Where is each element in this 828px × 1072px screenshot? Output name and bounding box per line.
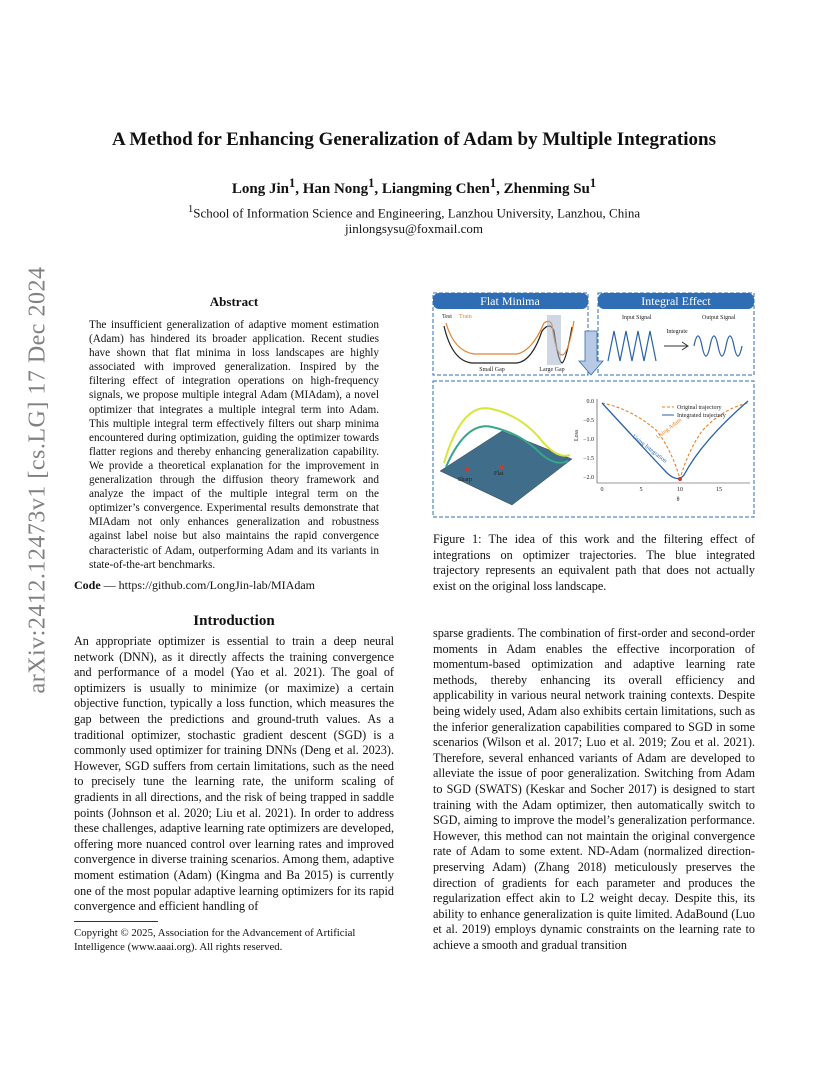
integral-effect-title: Integral Effect bbox=[641, 294, 711, 308]
theta-axis-label: θ bbox=[676, 497, 680, 503]
arxiv-identifier: arXiv:2412.12473v1 [cs.LG] 17 Dec 2024 bbox=[24, 266, 51, 694]
small-gap-label: Small Gap bbox=[479, 367, 505, 373]
author-name: Long Jin bbox=[231, 181, 289, 197]
affiliation-line bbox=[0, 201, 828, 221]
abstract-heading: Abstract bbox=[209, 294, 259, 309]
x-tick-label: 10 bbox=[677, 487, 683, 493]
paper-title: A Method for Enhancing Generalization of Adam by Multiple Integrations bbox=[112, 129, 716, 150]
affiliation-block bbox=[0, 201, 828, 237]
author-affiliation-mark: 1 bbox=[589, 176, 597, 190]
x-tick-label: 15 bbox=[716, 487, 722, 493]
author-name: Liangming Chen bbox=[381, 181, 490, 197]
affiliation-mark: 1 bbox=[187, 203, 194, 215]
legend-original-label: Original trajectory bbox=[677, 405, 722, 411]
legend-train: Train bbox=[459, 314, 472, 320]
x-tick-label: 5 bbox=[639, 487, 643, 493]
code-line bbox=[74, 578, 394, 593]
flat-label: Flat bbox=[494, 471, 504, 477]
introduction-right-column: sparse gradients. The combination of first-order and second-order moments in Adam enables the effective incorporation of momentum-based optimization and adaptive learning rate methods, thereby enhancing its overall efficiency and applicability in various neural network training contexts. Despite being widely used, Adam also exhibits certain limitations, such as the inferior generalization capabilities compared to SGD in some scenarios (Wilson et al. 2017; Luo et al. 2019; Zou et al. 2021). Therefore, several enhanced variants of Adam are developed to alleviate the issue of poor generalization. Switching from Adam to SGD (SWATS) (Keskar and Socher 2017) is designed to start training with the Adam optimizer, then automatically switch to SGD, aiming to improve the model’s generalization performance. However, this method can not maintain the original convergence rate of Adam to some extent. ND-Adam (normalized direction-preserving Adam) (Zhang 2018) meticulously preserves the direction of gradients for each parameter and produces the regularization effect akin to L2 weight decay. Despite this, its ability to enhance generalization is quite limited. AdaBound (Luo et al. 2019) employs dynamic constraints on the learning rate to achieve a smooth and gradual transition bbox=[433, 626, 755, 952]
output-signal-label: Output Signal bbox=[702, 315, 736, 321]
sharp-label: Sharp bbox=[458, 477, 472, 483]
figure-1-graphic bbox=[432, 291, 756, 521]
integrate-label: Integrate bbox=[666, 329, 688, 335]
introduction-left-column: An appropriate optimizer is essential to train a deep neural network (DNN), as it directly affects the training convergence and performance of a model (Yao et al. 2021). The goal of optimizers is usually to minimize (or maximize) a certain objective function, typically a loss function, which measures the gap between the predictions and ground-truth values. As a traditional optimizer, stochastic gradient descent (SGD) is a commonly used optimizer for training DNNs (Deng et al. 2023). However, SGD suffers from certain limitations, such as the need to precisely tune the learning rate, the uniform scaling of gradients in all directions, and the risk of being trapped in saddle points (Johnson et al. 2020; Liu et al. 2021). In order to address these challenges, adaptive learning rate optimizers are developed, offering more nuanced control over learning rates and improved convergence in diverse training scenarios. Among them, adaptive moment estimation (Adam) (Kingma and Ba 2015) is currently one of the most popular adaptive learning optimizers for its rapid convergence and efficient handling of bbox=[74, 634, 394, 914]
figure-1 bbox=[432, 291, 756, 521]
y-tick-label: −1.0 bbox=[583, 437, 594, 443]
integrate-arrow-icon bbox=[664, 342, 688, 350]
output-signal-wave bbox=[694, 336, 742, 356]
integrated-trajectory-line bbox=[602, 401, 748, 479]
copyright-notice: Copyright © 2025, Association for the Advancement of Artificial Intelligence (www.aaai.org). All rights reserved. bbox=[74, 927, 356, 953]
author-affiliation-mark: 1 bbox=[288, 176, 296, 190]
y-tick-label: −1.5 bbox=[583, 456, 594, 462]
introduction-heading: Introduction bbox=[193, 613, 275, 629]
author-name: Zhenming Su bbox=[503, 181, 590, 197]
x-tick-labels bbox=[601, 487, 723, 493]
trajectory-minimum-point bbox=[678, 477, 682, 481]
sharp-minimum-point bbox=[465, 467, 469, 471]
using-adam-label: Using Adam bbox=[655, 417, 684, 441]
y-tick-label: −2.0 bbox=[583, 475, 594, 481]
abstract-text: The insufficient generalization of adaptive moment estimation (Adam) has hindered its broader application. Recent studies have shown that flat minima in loss landscapes are highly associated with improved generalization. Inspired by the filtering effect of integration operations on high-frequency signals, we propose multiple integral Adam (MIAdam), a novel optimizer that integrates a multiple integral term into Adam. This multiple integral term effectively filters out sharp minima encountered during optimization, guiding the optimizer towards flatter regions and thereby enhancing generalization capability. We provide a theoretical explanation for the improvement in generalization through the diffusion theory framework and analyze the impact of the multiple integral term on the optimizer’s convergence. Experimental results demonstrate that MIAdam not only enhances generalization and robustness against label noise but also maintains the rapid convergence characteristic of Adam, outperforming Adam and its variants in state-of-the-art benchmarks. bbox=[89, 319, 379, 571]
arxiv-sidebar bbox=[18, 266, 58, 694]
original-trajectory-line bbox=[602, 403, 748, 479]
using-integration-label: Using Integration bbox=[630, 433, 668, 465]
author-affiliation-mark: 1 bbox=[489, 176, 497, 190]
code-url-link[interactable]: https://github.com/LongJin-lab/MIAdam bbox=[118, 578, 315, 592]
author-name: Han Nong bbox=[302, 181, 369, 197]
legend-integrated-label: Integrated trajectory bbox=[677, 413, 726, 419]
sharp-gap-band bbox=[547, 315, 561, 365]
input-signal-label: Input Signal bbox=[622, 315, 652, 321]
large-gap-label: Large Gap bbox=[539, 367, 565, 373]
x-tick-label: 0 bbox=[600, 487, 604, 493]
contact-email: jinlongsysu@foxmail.com bbox=[345, 221, 483, 237]
code-separator: — bbox=[100, 578, 119, 592]
affiliation-text: School of Information Science and Engineering, Lanzhou University, Lanzhou, China bbox=[193, 205, 641, 221]
footnote-rule bbox=[74, 921, 158, 922]
input-signal-wave bbox=[608, 331, 656, 361]
legend-test: Test bbox=[442, 314, 452, 320]
author-affiliation-mark: 1 bbox=[368, 176, 375, 190]
y-tick-labels bbox=[583, 399, 594, 481]
figure-caption: Figure 1: The idea of this work and the filtering effect of integrations on optimizer trajectories. The blue integrated trajectory represents an equivalent path that does not actually exist on the original loss landscape. bbox=[433, 532, 755, 593]
flat-minimum-point bbox=[500, 465, 504, 469]
code-label: Code bbox=[74, 578, 101, 592]
y-tick-label: 0.0 bbox=[586, 399, 594, 405]
author-list: Long Jin$^1$, Han Nong$^1$, Liangming Chen$^1$, Zhenming Su$^1$ bbox=[231, 176, 597, 197]
loss-axis-label: Loss bbox=[574, 429, 580, 441]
y-tick-label: −0.5 bbox=[583, 418, 594, 424]
flat-minima-title: Flat Minima bbox=[480, 294, 540, 308]
